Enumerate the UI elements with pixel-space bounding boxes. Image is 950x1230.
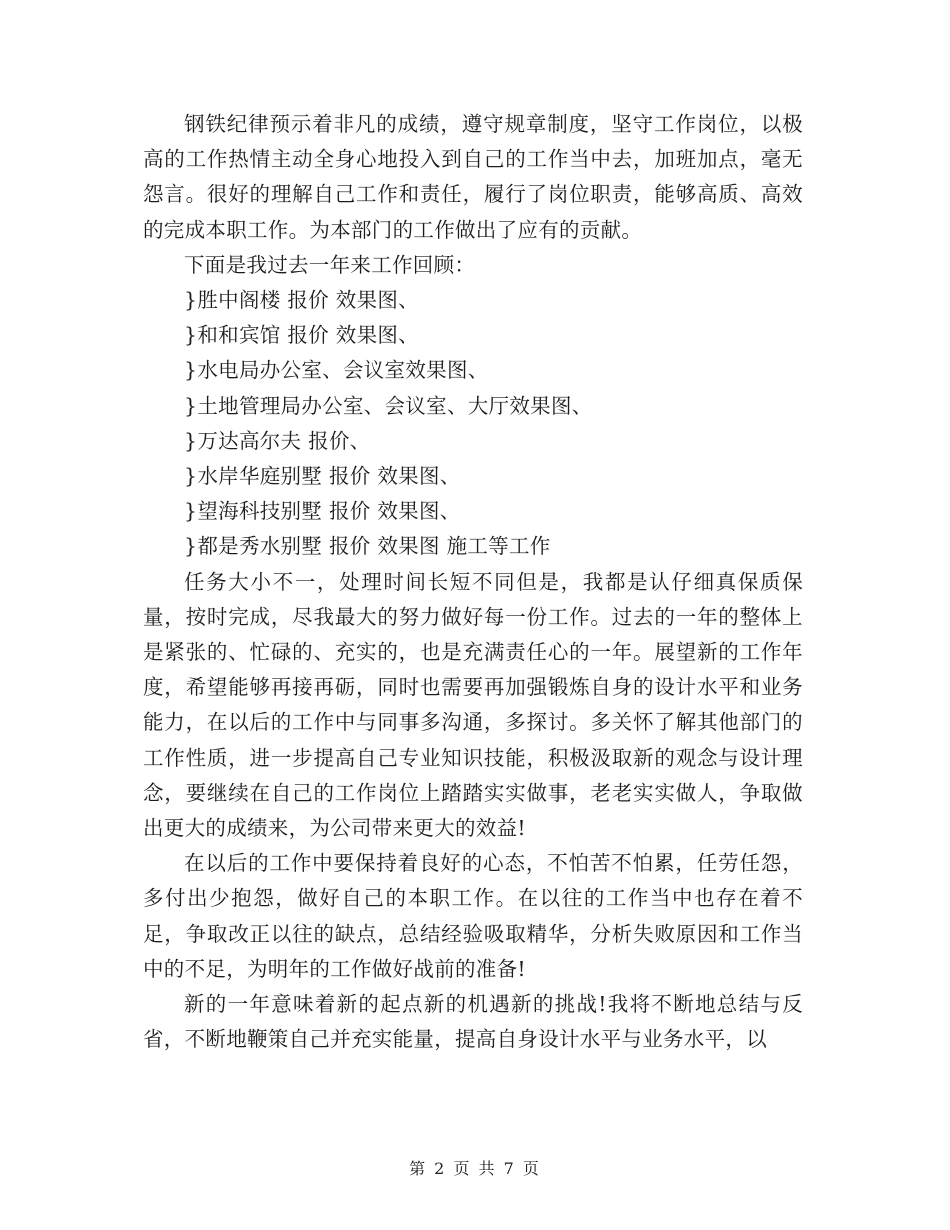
paragraph-discipline: 钢铁纪律预示着非凡的成绩，遵守规章制度，坚守工作岗位，以极高的工作热情主动全身心地投入到自己的工作当中去，加班加点，毫无怨言。很好的理解自己工作和责任，履行了岗位职责，能够高质、高效的完成本职工作。为本部门的工作做出了应有的贡献。 [143, 112, 803, 242]
paragraph-new-year: 新的一年意味着新的起点新的机遇新的挑战!我将不断地总结与反省，不断地鞭策自己并充实能量，提高自身设计水平与业务水平，以 [143, 992, 803, 1052]
document-body [143, 107, 803, 1057]
list-item: }胜中阁楼 报价 效果图、 [184, 288, 419, 313]
list-item: }土地管理局办公室、会议室、大厅效果图、 [184, 393, 593, 418]
list-item: }水岸华庭别墅 报价 效果图、 [184, 464, 461, 489]
list-item: }都是秀水别墅 报价 效果图 施工等工作 [184, 534, 551, 559]
list-item: }万达高尔夫 报价、 [184, 428, 371, 453]
paragraph-tasks: 任务大小不一，处理时间长短不同但是，我都是认仔细真保质保量，按时完成，尽我最大的努力做好每一份工作。过去的一年的整体上是紧张的、忙碌的、充实的，也是充满责任心的一年。展望新的工作年度，希望能够再接再砺，同时也需要再加强锻炼自身的设计水平和业务能力，在以后的工作中与同事多沟通，多探讨。多关怀了解其他部门的工作性质，进一步提高自己专业知识技能，积极汲取新的观念与设计理念，要继续在自己的工作岗位上踏踏实实做事，老老实实做人，争取做出更大的成绩来，为公司带来更大的效益! [143, 569, 803, 841]
list-item: }水电局办公室、会议室效果图、 [184, 358, 489, 383]
list-item: }和和宾馆 报价 效果图、 [184, 323, 419, 348]
page-number-footer: 第 2 页 共 7 页 [409, 1159, 541, 1178]
list-item: }望海科技别墅 报价 效果图、 [184, 499, 461, 524]
paragraph-review-intro: 下面是我过去一年来工作回顾： [184, 252, 476, 277]
paragraph-attitude: 在以后的工作中要保持着良好的心态，不怕苦不怕累，任劳任怨，多付出少抱怨，做好自己的本职工作。在以往的工作当中也存在着不足，争取改正以往的缺点，总结经验吸取精华，分析失败原因和工作当中的不足，为明年的工作做好战前的准备! [143, 851, 803, 981]
